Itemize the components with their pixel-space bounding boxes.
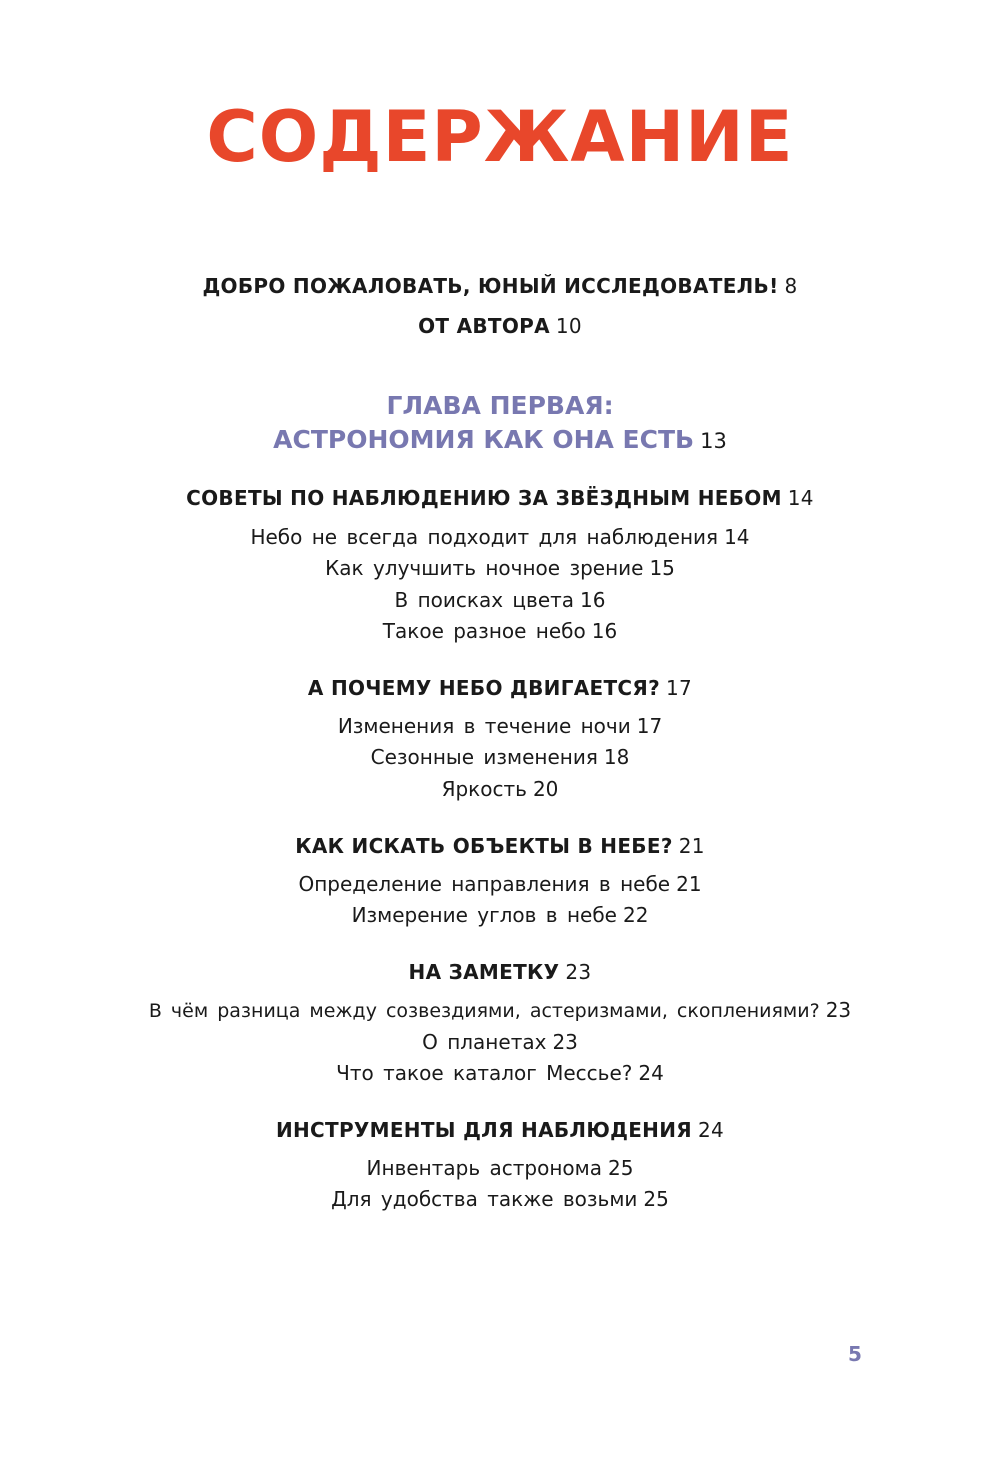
toc-item-label: В чём разница между созвездиями, астеризмами, скоплениями? [148,1000,820,1022]
toc-item-page: 17 [636,714,663,738]
toc-section-sky-motion[interactable] [0,674,1000,702]
toc-item-label: Сезонные изменения [370,745,598,769]
toc-item[interactable] [0,586,1000,614]
toc-section-page: 23 [565,960,592,984]
toc-section-observing-tips[interactable] [0,484,1000,512]
toc-item-page: 24 [638,1061,664,1085]
toc-item[interactable] [0,554,1000,582]
toc-item-page: 20 [532,777,559,801]
toc-item-page: 21 [676,872,702,896]
toc-entry-from-author[interactable] [0,312,1000,340]
toc-item[interactable] [0,996,1000,1025]
toc-section-label: НА ЗАМЕТКУ [408,960,560,984]
toc-entry-page: 10 [555,314,582,338]
toc-section-page: 17 [666,676,693,700]
toc-section-finding-objects[interactable] [0,832,1000,860]
toc-section-label: СОВЕТЫ ПО НАБЛЮДЕНИЮ ЗА ЗВЁЗДНЫМ НЕБОМ [186,486,782,510]
toc-item-label: Такое разное небо [382,619,586,643]
chapter-title-line2: АСТРОНОМИЯ КАК ОНА ЕСТЬ [273,425,695,454]
toc-item-label: Изменения в течение ночи [337,714,631,738]
toc-item-page: 18 [603,745,630,769]
toc-item-label: Яркость [441,777,527,801]
toc-section-label: ИНСТРУМЕНТЫ ДЛЯ НАБЛЮДЕНИЯ [275,1118,692,1142]
toc-item-page: 23 [825,998,852,1022]
toc-item-page: 16 [580,588,606,612]
toc-item[interactable] [0,1059,1000,1087]
toc-item-label: Измерение углов в небе [351,903,617,927]
toc-section-instruments[interactable] [0,1116,1000,1144]
toc-item[interactable] [0,870,1000,898]
toc-item-label: Для удобства также возьми [331,1187,638,1211]
toc-item[interactable] [0,1028,1000,1056]
toc-item-label: В поисках цвета [394,588,575,612]
toc-item[interactable] [0,901,1000,929]
toc-item-label: Как улучшить ночное зрение [325,556,644,580]
toc-item[interactable] [0,712,1000,740]
toc-entry-label: ДОБРО ПОЖАЛОВАТЬ, ЮНЫЙ ИССЛЕДОВАТЕЛЬ! [202,274,779,298]
toc-item[interactable] [0,1154,1000,1182]
toc-item[interactable] [0,523,1000,551]
toc-item[interactable] [0,743,1000,771]
toc-item-page: 16 [591,619,618,643]
page-title: СОДЕРЖАНИЕ [206,96,794,178]
toc-item[interactable] [0,1185,1000,1213]
toc-entry-page: 8 [784,274,798,298]
toc-section-label: А ПОЧЕМУ НЕБО ДВИГАЕТСЯ? [307,676,661,700]
toc-section-label: КАК ИСКАТЬ ОБЪЕКТЫ В НЕБЕ? [295,834,673,858]
toc-item-page: 25 [608,1156,634,1180]
toc-item[interactable] [0,617,1000,645]
toc-section-page: 14 [787,486,814,510]
toc-section-notes[interactable] [0,958,1000,986]
toc-item-label: Определение направления в небе [298,872,671,896]
toc-item-page: 14 [724,525,750,549]
toc-item-page: 25 [643,1187,669,1211]
chapter-heading-line1 [0,389,1000,423]
toc-entry-label: ОТ АВТОРА [418,314,550,338]
toc-item[interactable] [0,775,1000,803]
toc-item-page: 23 [552,1030,578,1054]
toc-item-page: 22 [622,903,649,927]
chapter-page: 13 [700,429,727,453]
chapter-heading-line2[interactable] [0,423,1000,458]
toc-item-label: Инвентарь астронома [366,1156,602,1180]
toc-item-label: Что такое каталог Мессье? [336,1061,633,1085]
chapter-title-line1: ГЛАВА ПЕРВАЯ: [386,391,614,420]
toc-item-page: 15 [649,556,675,580]
page-number: 5 [848,1342,862,1366]
toc-item-label: Небо не всегда подходит для наблюдения [250,525,719,549]
toc-section-page: 24 [697,1118,725,1142]
toc-entry-welcome[interactable] [0,272,1000,300]
toc-section-page: 21 [678,834,705,858]
toc-item-label: О планетах [422,1030,547,1054]
